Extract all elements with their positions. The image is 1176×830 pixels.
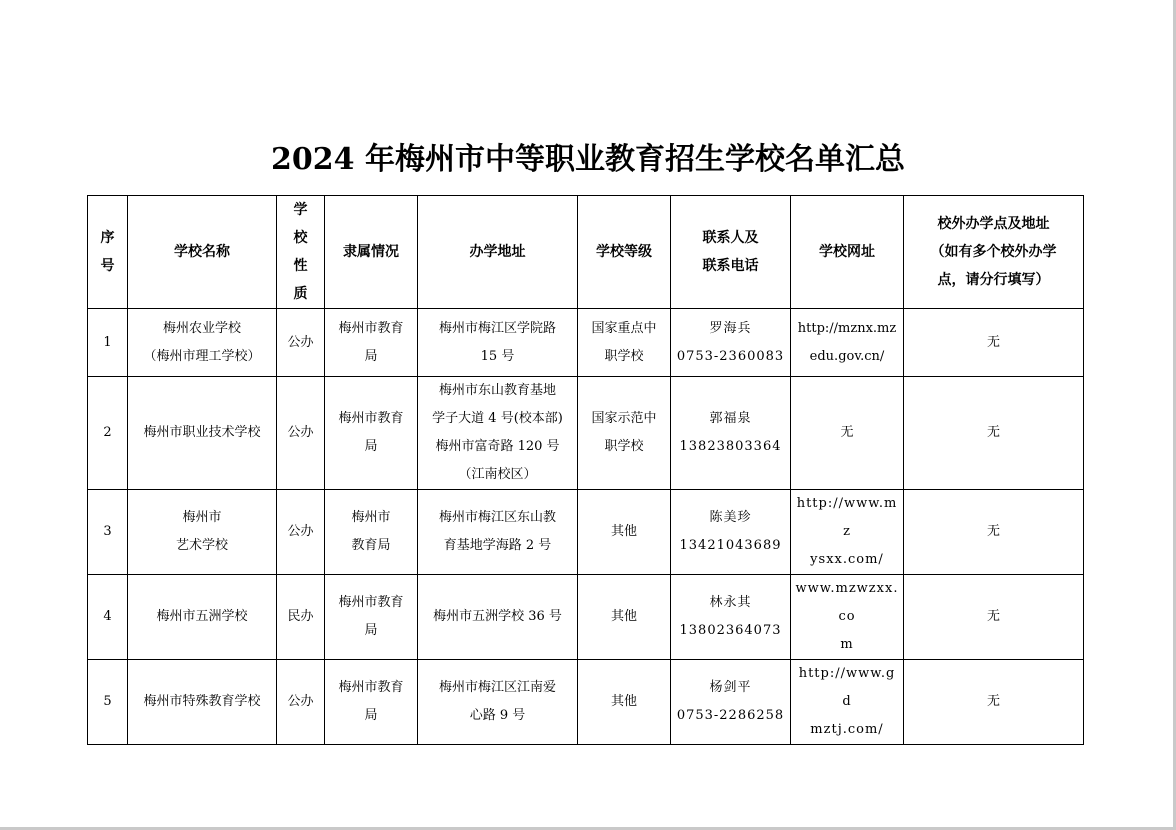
cell-nature: 民办: [277, 575, 325, 660]
cell-contact: 杨剑平 0753-2286258: [671, 660, 791, 745]
cell-level: 国家重点中 职学校: [578, 309, 671, 377]
cell-website: http://www.mz ysxx.com/: [791, 490, 904, 575]
table-row: [88, 660, 1084, 745]
cell-website: 无: [791, 377, 904, 490]
cell-branch: 无: [904, 309, 1084, 377]
cell-affiliation: 梅州市教育 局: [325, 660, 418, 745]
cell-name: 梅州农业学校 （梅州市理工学校）: [128, 309, 277, 377]
table-row: [88, 377, 1084, 490]
header-seq: 序 号: [88, 196, 128, 309]
table-row: [88, 309, 1084, 377]
cell-affiliation: 梅州市教育 局: [325, 309, 418, 377]
cell-website: www.mzwzxx.co m: [791, 575, 904, 660]
header-nature: 学 校 性 质: [277, 196, 325, 309]
cell-seq: 4: [88, 575, 128, 660]
cell-level: 其他: [578, 575, 671, 660]
cell-affiliation: 梅州市教育 局: [325, 377, 418, 490]
cell-seq: 1: [88, 309, 128, 377]
header-website: 学校网址: [791, 196, 904, 309]
cell-name: 梅州市特殊教育学校: [128, 660, 277, 745]
header-name: 学校名称: [128, 196, 277, 309]
cell-level: 其他: [578, 660, 671, 745]
table-row: [88, 575, 1084, 660]
cell-name: 梅州市职业技术学校: [128, 377, 277, 490]
cell-nature: 公办: [277, 660, 325, 745]
cell-nature: 公办: [277, 309, 325, 377]
cell-seq: 5: [88, 660, 128, 745]
table-header-row: [88, 196, 1084, 309]
cell-contact: 郭福泉 13823803364: [671, 377, 791, 490]
document-title: 2024 年梅州市中等职业教育招生学校名单汇总: [271, 142, 905, 177]
cell-branch: 无: [904, 490, 1084, 575]
table-row: [88, 490, 1084, 575]
cell-nature: 公办: [277, 490, 325, 575]
cell-address: 梅州市梅江区东山教 育基地学海路 2 号: [418, 490, 578, 575]
cell-website: http://mznx.mz edu.gov.cn/: [791, 309, 904, 377]
school-list-table: [87, 195, 1084, 745]
cell-level: 其他: [578, 490, 671, 575]
cell-address: 梅州市五洲学校 36 号: [418, 575, 578, 660]
cell-address: 梅州市梅江区学院路 15 号: [418, 309, 578, 377]
cell-branch: 无: [904, 377, 1084, 490]
cell-affiliation: 梅州市 教育局: [325, 490, 418, 575]
header-address: 办学地址: [418, 196, 578, 309]
cell-contact: 林永其 13802364073: [671, 575, 791, 660]
header-level: 学校等级: [578, 196, 671, 309]
cell-name: 梅州市五洲学校: [128, 575, 277, 660]
cell-address: 梅州市东山教育基地 学子大道 4 号(校本部) 梅州市富奇路 120 号 （江南校区）: [418, 377, 578, 490]
cell-branch: 无: [904, 660, 1084, 745]
cell-nature: 公办: [277, 377, 325, 490]
cell-level: 国家示范中 职学校: [578, 377, 671, 490]
header-affiliation: 隶属情况: [325, 196, 418, 309]
header-branch: 校外办学点及地址 （如有多个校外办学 点，请分行填写）: [904, 196, 1084, 309]
cell-seq: 3: [88, 490, 128, 575]
cell-seq: 2: [88, 377, 128, 490]
header-contact: 联系人及 联系电话: [671, 196, 791, 309]
cell-contact: 罗海兵 0753-2360083: [671, 309, 791, 377]
cell-address: 梅州市梅江区江南爱 心路 9 号: [418, 660, 578, 745]
cell-branch: 无: [904, 575, 1084, 660]
cell-affiliation: 梅州市教育 局: [325, 575, 418, 660]
cell-contact: 陈美珍 13421043689: [671, 490, 791, 575]
cell-website: http://www.gd mztj.com/: [791, 660, 904, 745]
cell-name: 梅州市 艺术学校: [128, 490, 277, 575]
